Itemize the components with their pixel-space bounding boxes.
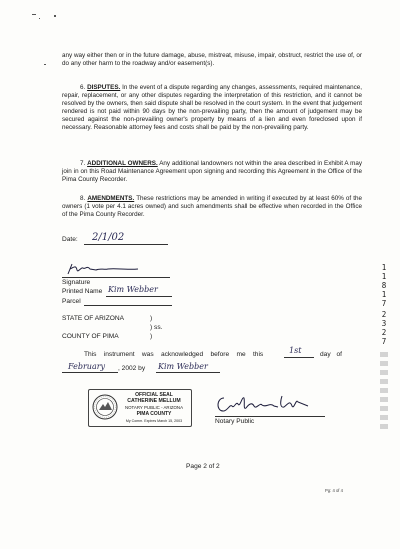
- signature-scrawl: [64, 261, 144, 277]
- signature-line: [62, 277, 170, 278]
- recorder-digit: 1: [381, 263, 387, 272]
- ss-line: ) ss.: [150, 324, 163, 331]
- arizona-seal-emblem: [92, 394, 118, 420]
- opening-continuation: any way either then or in the future damage, abuse, mistreat, misuse, impair, obstruct, restrict the use of, or do any other harm to the roadway and/or easement(s).: [62, 52, 362, 68]
- page-footer: Page 2 of 2: [186, 463, 220, 470]
- ack-year-text: , 2002 by: [118, 365, 146, 372]
- seal-line-2: CATHERINE MELLUM: [127, 398, 181, 405]
- state-line: STATE OF ARIZONA: [62, 315, 125, 322]
- printed-name-value: Kim Webber: [108, 285, 158, 294]
- parcel-label: Parcel: [62, 298, 81, 305]
- section-disputes: [62, 84, 362, 133]
- ack-day-line: [284, 357, 314, 358]
- section-number: 6.: [80, 84, 86, 91]
- county-line: COUNTY OF PIMA: [62, 333, 119, 340]
- section-body: In the event of a dispute regarding any changes, assessments, required maintenance, repair, replacement, or any other disputes regarding the interpretation of this restriction, and it cannot be resolved by the owners, then said dispute shall be resolved in the court system. In the event that judgement rendered is not paid within 90 days by the non-prevailing party, then the amount of judgement may be secured against the non-prevailing owner's property by means of a lien and even foreclosed upon if necessary. Reasonable attorney fees and costs shall be paid by the non-prevailing party.: [62, 84, 363, 132]
- date-value: 2/1/02: [92, 232, 125, 243]
- notary-seal: [88, 389, 192, 427]
- section-title: AMENDMENTS.: [87, 195, 135, 202]
- seal-line-5: My Comm. Expires March 15, 2003: [125, 418, 183, 423]
- recorder-digit: 7: [381, 299, 387, 308]
- ack-month-line: [62, 372, 118, 373]
- corner-note: Pg: 4 of 4: [325, 488, 343, 493]
- recorder-digit: 2: [381, 310, 387, 319]
- ack-day-value: 1st: [289, 346, 302, 355]
- date-line: [84, 244, 168, 245]
- ack-day-suffix: day of: [320, 351, 342, 358]
- recorder-smudge: [380, 352, 388, 430]
- recorder-digit: 2: [381, 328, 387, 337]
- section-title: ADDITIONAL OWNERS.: [87, 160, 158, 167]
- recorder-digit: 1: [381, 290, 387, 299]
- seal-line-3: NOTARY PUBLIC - ARIZONA: [124, 404, 184, 410]
- seal-line-1: OFFICIAL SEAL: [135, 392, 173, 398]
- section-number: 7.: [80, 160, 86, 167]
- recorder-digit: 8: [381, 281, 387, 290]
- paren-line: ): [150, 315, 153, 322]
- ack-by-value: Kim Webber: [158, 362, 208, 371]
- section-number: 8.: [80, 195, 86, 202]
- section-amendments: [62, 195, 362, 219]
- parcel-line: [84, 305, 172, 306]
- ack-month-value: February: [68, 362, 106, 371]
- date-label: Date:: [62, 236, 78, 243]
- notary-signature-scrawl: [212, 392, 322, 416]
- notary-public-label: Notary Public: [215, 418, 255, 425]
- scan-speck: [39, 18, 40, 19]
- recorder-digit: 3: [381, 319, 387, 328]
- section-body: Any additional landowners not within the area described in Exhibit A may join in on this Road Maintenance Agreement upon signing and recording this Agreement in the Office of the Pima County Recorder.: [62, 160, 362, 184]
- acknowledgment-text: This instrument was acknowledged before me this: [84, 351, 264, 358]
- printed-name-line: [106, 296, 172, 297]
- recorder-digit: 7: [381, 337, 387, 346]
- section-additional-owners: [62, 160, 362, 184]
- notary-signature-line: [215, 416, 325, 417]
- printed-name-label: Printed Name: [62, 288, 103, 295]
- recorder-digit: 1: [381, 272, 387, 281]
- scan-speck: [44, 64, 46, 65]
- scan-speck: [32, 14, 36, 15]
- section-title: DISPUTES.: [87, 84, 121, 91]
- signature-label: Signature: [62, 279, 91, 286]
- ack-by-line: [156, 372, 220, 373]
- seal-line-4: PIMA COUNTY: [136, 411, 172, 418]
- scan-speck: [54, 15, 56, 17]
- section-body: These restrictions may be amended in writing if executed by at least 60% of the owners (1 vote per 4.1 acres owned) and such amendments shall be effective when recorded in the Office of the Pima County Recorder.: [62, 195, 362, 219]
- paren-line: ): [150, 333, 153, 340]
